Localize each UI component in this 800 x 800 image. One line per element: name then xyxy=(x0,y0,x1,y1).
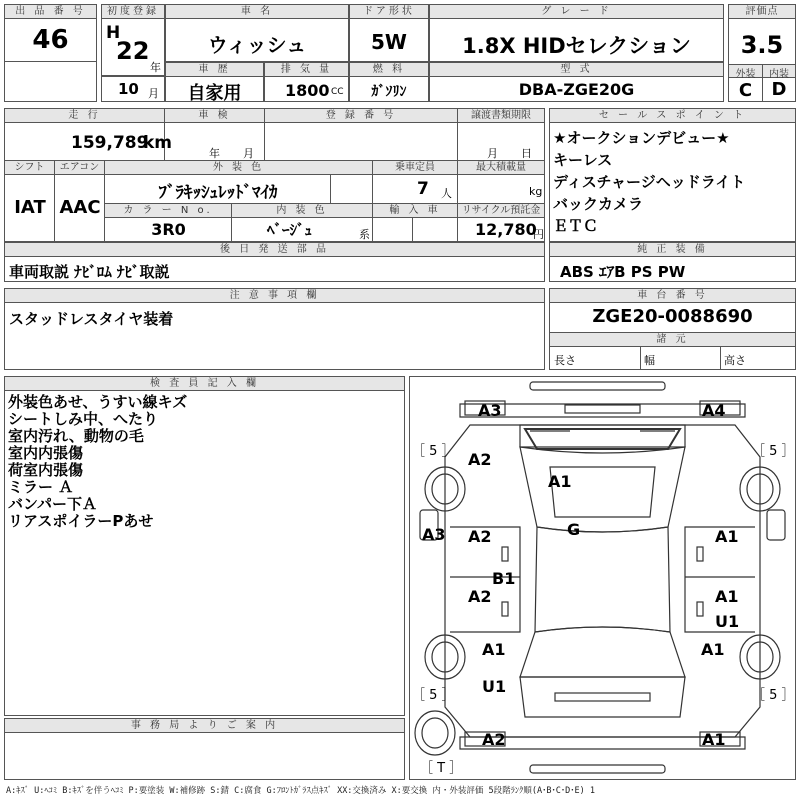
interior-grade: D xyxy=(762,79,795,101)
later-parts-text: 車両取説 ﾅﾋﾞﾛﾑ ﾅﾋﾞ取説 xyxy=(9,263,170,281)
code-a1-right-quarter: A1 xyxy=(701,640,725,659)
office-box xyxy=(4,718,405,780)
fuel-box xyxy=(349,62,429,102)
office-label: 事 務 局 よ り ご 案 内 xyxy=(5,719,404,733)
notes-label: 注 意 事 項 欄 xyxy=(5,289,544,303)
front-bumper-outline xyxy=(530,382,665,390)
month-value: 10 xyxy=(118,80,139,98)
code-a1-right-rear-door: A1 xyxy=(715,587,739,606)
sales-point-item: バックカメラ xyxy=(553,195,644,213)
code-u1-right-door: U1 xyxy=(715,612,740,631)
max-load-label: 最大積載量 xyxy=(458,160,544,175)
code-a2-hood: A2 xyxy=(468,450,492,469)
transfer-deadline-label: 譲渡書類期限 xyxy=(458,109,544,123)
cabin-center-outline xyxy=(535,527,670,632)
fuel-value: ｶﾞｿﾘﾝ xyxy=(371,84,407,100)
month-box xyxy=(101,76,165,102)
grille-outline xyxy=(565,405,640,413)
ac-value: AAC xyxy=(59,197,101,218)
lot-number: 46 xyxy=(32,25,69,55)
model-label: 型 式 xyxy=(430,63,723,77)
equipment-text: ABS ｴｱB PS PW xyxy=(560,263,686,281)
year-unit: 年 xyxy=(150,61,161,74)
spec-length-label: 長さ xyxy=(554,354,576,367)
equipment-label: 純 正 装 備 xyxy=(550,243,795,257)
tire-rear-left-depth: ［ 5 ］ xyxy=(412,688,455,703)
rear-lower-bumper xyxy=(530,765,665,773)
code-a1-rear: A1 xyxy=(702,730,726,749)
inspector-box xyxy=(4,376,405,716)
damage-diagram xyxy=(409,376,796,780)
roof-outline xyxy=(520,447,685,532)
interior-color-value: ﾍﾞｰｼﾞｭ xyxy=(267,221,313,239)
sales-point-item: ＥＴＣ xyxy=(553,217,599,235)
right-front-handle xyxy=(697,547,703,561)
vehicle-info-grid xyxy=(4,108,545,242)
spec-height-label: 高さ xyxy=(724,354,746,367)
code-a1-left-quarter: A1 xyxy=(482,640,506,659)
spec-width-label: 幅 xyxy=(644,354,655,367)
capacity-label: 乗車定員 xyxy=(373,160,458,175)
ac-label: エアコン xyxy=(55,160,105,175)
inspector-line: バンパー下Ａ xyxy=(8,495,97,513)
fuel-label: 燃 料 xyxy=(350,63,428,77)
car-name-value: ウィッシュ xyxy=(207,33,307,57)
right-rear-handle xyxy=(697,602,703,616)
code-a2-left-front-door: A2 xyxy=(468,527,492,546)
sales-points-list xyxy=(553,127,745,237)
model-box xyxy=(429,62,724,102)
lot-label: 出 品 番 号 xyxy=(5,5,96,19)
spare-tire-label: ［ T ］ xyxy=(420,761,463,776)
inspection-label: 車 検 xyxy=(165,109,265,123)
interior-grade-label: 内装 xyxy=(762,65,795,80)
code-a3-front: A3 xyxy=(478,401,502,420)
door-box xyxy=(349,4,429,62)
code-u1-left-rear: U1 xyxy=(482,677,507,696)
shift-label: シフト xyxy=(5,160,55,175)
import-label: 輸 入 車 xyxy=(373,203,458,218)
notes-box xyxy=(4,288,545,370)
tire-rear-right-depth: ［ 5 ］ xyxy=(752,688,795,703)
code-a2-left-rear-door: A2 xyxy=(468,587,492,606)
max-load-unit: kg xyxy=(529,185,543,198)
displacement-box xyxy=(264,62,349,102)
displacement-unit: CC xyxy=(331,87,344,97)
recycle-value: 12,780 xyxy=(475,220,537,239)
capacity-unit: 人 xyxy=(441,187,452,200)
color-number-value: 3R0 xyxy=(151,220,186,239)
equipment-box xyxy=(549,242,796,282)
recycle-unit: 円 xyxy=(533,228,544,241)
notes-text: スタッドレスタイヤ装着 xyxy=(9,310,174,328)
first-registration-box xyxy=(101,4,165,76)
month-unit: 月 xyxy=(148,87,159,100)
code-b1: B1 xyxy=(492,569,516,588)
grade-value: 1.8X HIDセレクション xyxy=(462,34,691,58)
interior-color-label: 内 装 色 xyxy=(232,203,373,218)
displacement-label: 排 気 量 xyxy=(265,63,348,77)
car-diagram-svg xyxy=(410,377,795,779)
left-front-handle xyxy=(502,547,508,561)
capacity-value: 7 xyxy=(417,179,429,199)
exterior-color-value: ﾌﾞﾗｷｯｼｭﾚｯﾄﾞﾏｲｶ xyxy=(158,183,278,203)
era-value: H xyxy=(106,23,121,43)
code-a4-front: A4 xyxy=(702,401,726,420)
spare-rim xyxy=(422,718,448,748)
later-parts-label: 後 日 発 送 部 品 xyxy=(5,243,544,257)
right-mirror xyxy=(767,510,785,540)
inspection-month-unit: 月 xyxy=(243,147,254,160)
mileage-unit: km xyxy=(143,133,173,153)
inspector-line: 荷室内張傷 xyxy=(8,461,84,479)
year-value: 22 xyxy=(116,37,150,65)
car-name-box xyxy=(165,4,349,62)
later-parts-box xyxy=(4,242,545,282)
sales-points-label: セ ー ル ス ポ イ ン ト xyxy=(550,109,795,123)
rear-glass-outline xyxy=(520,627,685,677)
color-number-label: カ ラ ー N o. xyxy=(105,203,232,218)
history-value: 自家用 xyxy=(187,83,242,104)
shift-value: IAT xyxy=(14,197,46,218)
lot-box xyxy=(4,4,97,102)
score-box xyxy=(728,4,796,102)
front-glass-outline xyxy=(525,429,680,449)
tire-front-right-depth: ［ 5 ］ xyxy=(752,444,795,459)
sales-points-box xyxy=(549,108,796,242)
history-label: 車 歴 xyxy=(166,63,263,77)
chassis-box xyxy=(549,288,796,370)
legend-text: A:ｷｽﾞ U:ﾍｺﾐ B:ｷｽﾞを伴うﾍｺﾐ P:要塗装 W:補修跡 S:錆 C:腐食 G:ﾌﾛﾝﾄｶﾞﾗｽ点ｷｽﾞ XX:交換済み X:要交換 内・外装評価 5段階ﾗﾝｸ順(A･B･C･D･E) 1 xyxy=(6,786,595,796)
tire-front-left-depth: ［ 5 ］ xyxy=(412,444,455,459)
inspector-line: シートしみ中、へたり xyxy=(8,410,159,428)
car-name-label: 車 名 xyxy=(166,5,348,19)
inspector-line: 外装色あせ、うすい線キズ xyxy=(8,393,188,411)
exterior-grade: C xyxy=(738,80,753,101)
first-registration-label: 初度登録 xyxy=(102,5,164,19)
sales-point-item: キーレス xyxy=(553,151,613,169)
inspector-line: ミラー Ａ xyxy=(8,478,74,496)
mileage-label: 走 行 xyxy=(5,109,165,123)
specs-label: 諸 元 xyxy=(550,332,795,347)
left-rear-handle xyxy=(502,602,508,616)
grade-label: グ レ ー ド xyxy=(430,5,723,19)
sales-point-item: ディスチャージヘッドライト xyxy=(553,173,746,191)
recycle-label: リサイクル預託金 xyxy=(458,203,544,218)
exterior-color-label: 外 装 色 xyxy=(105,160,373,175)
inspector-label: 検 査 員 記 入 欄 xyxy=(5,377,404,391)
inspector-line: リアスポイラーPあせ xyxy=(8,512,154,530)
code-a2-rear: A2 xyxy=(482,730,506,749)
door-label: ドア形状 xyxy=(350,5,428,19)
chassis-number: ZGE20-0088690 xyxy=(592,306,753,327)
inspector-line: 室内汚れ、動物の毛 xyxy=(8,427,144,445)
grade-box xyxy=(429,4,724,62)
chassis-label: 車 台 番 号 xyxy=(550,289,795,303)
code-a1-right-front-door: A1 xyxy=(715,527,739,546)
inspection-year-unit: 年 xyxy=(209,147,220,160)
inspector-line: 室内内張傷 xyxy=(8,444,84,462)
code-a3-side: A3 xyxy=(422,525,446,544)
exterior-grade-label: 外装 xyxy=(735,69,756,80)
sales-point-item: ★オークションデビュー★ xyxy=(553,129,730,147)
model-value: DBA-ZGE20G xyxy=(518,80,635,99)
door-value: 5W xyxy=(371,30,407,54)
inspector-lines xyxy=(8,394,187,530)
code-a1-roof: A1 xyxy=(548,472,572,491)
code-g-glass: G xyxy=(567,520,581,539)
score-label: 評価点 xyxy=(729,5,795,19)
rear-plate-outline xyxy=(555,693,650,701)
mileage-value: 159,789 xyxy=(71,133,149,153)
interior-color-unit: 系 xyxy=(359,228,370,241)
tailgate-outline xyxy=(520,677,685,717)
displacement-value: 1800 xyxy=(285,81,330,100)
score-value: 3.5 xyxy=(740,31,784,59)
registration-number-label: 登 録 番 号 xyxy=(265,109,458,123)
transfer-day-unit: 日 xyxy=(521,147,532,160)
history-box xyxy=(165,62,264,102)
transfer-month-unit: 月 xyxy=(487,147,498,160)
